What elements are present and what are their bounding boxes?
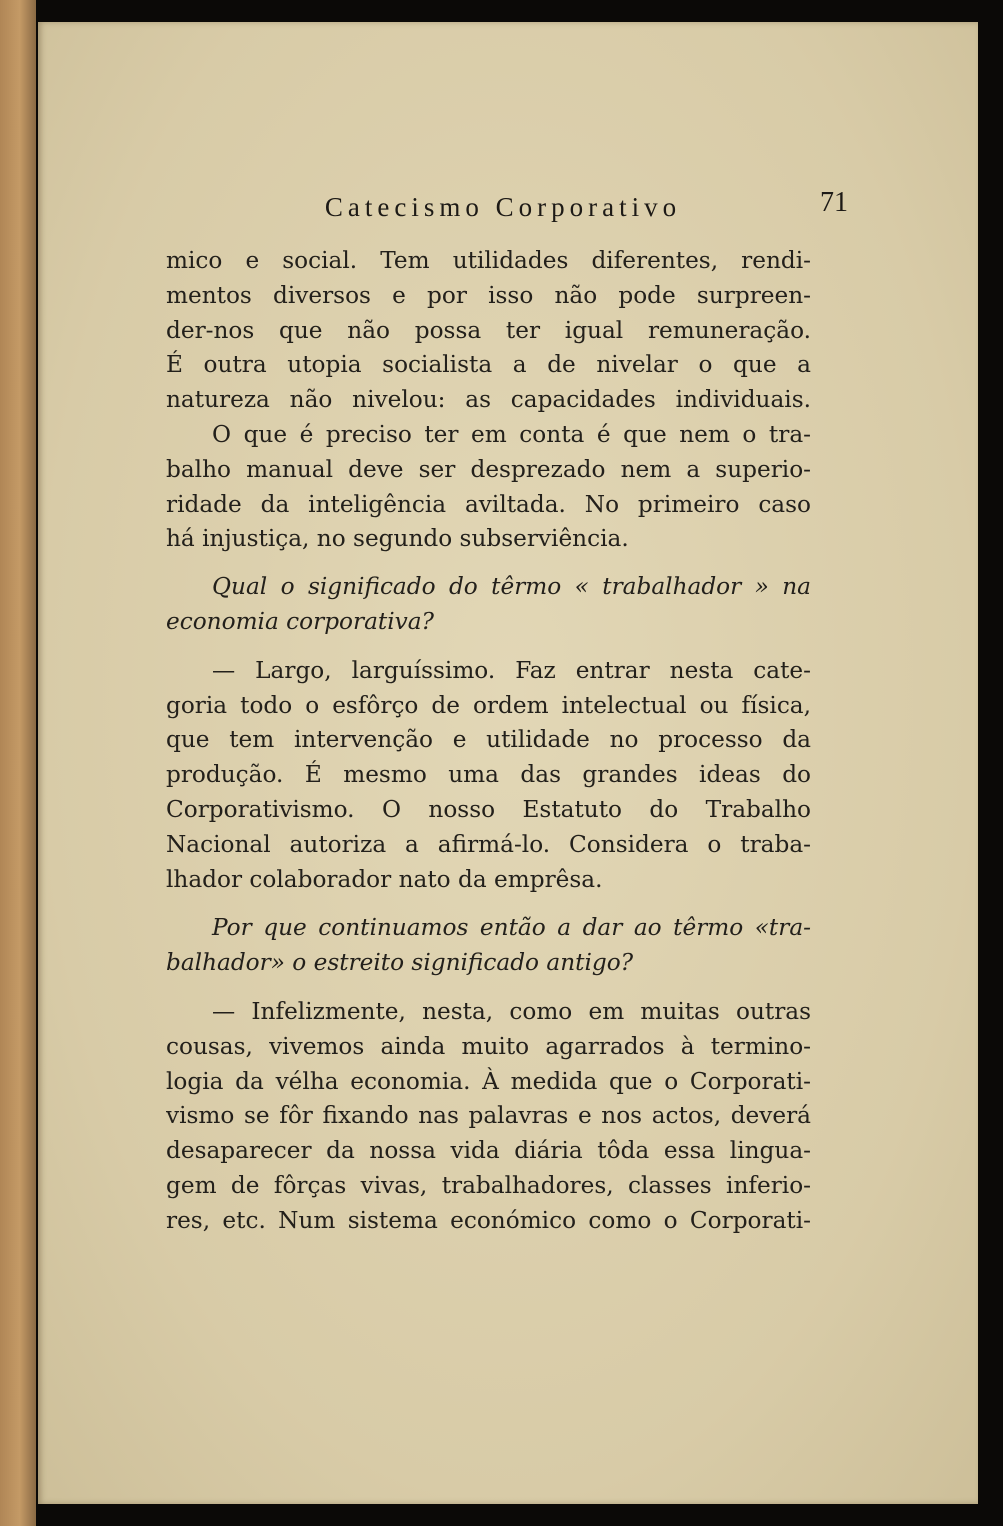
text-line: economia corporativa? <box>166 607 434 635</box>
paragraph-1 <box>166 244 811 418</box>
text-line: cousas, vivemos ainda muito agarrados à termino- <box>166 1032 811 1060</box>
book-left-edge <box>0 0 36 1526</box>
text-line: produção. É mesmo uma das grandes ideas do <box>166 761 811 789</box>
text-line: der-nos que não possa ter igual remuneração. <box>166 316 811 344</box>
text-line: É outra utopia socialista a de nivelar o que a <box>166 351 811 379</box>
text-line: ridade da inteligência aviltada. No primeiro caso <box>166 490 811 518</box>
paragraph-gap <box>166 640 811 654</box>
running-head: Catecismo Corporativo <box>324 192 682 222</box>
text-line: lhador colaborador nato da emprêsa. <box>166 865 603 893</box>
text-line: res, etc. Num sistema económico como o Corporati- <box>166 1206 811 1234</box>
text-line: Qual o significado do têrmo « trabalhador » na <box>212 573 811 601</box>
text-line: Nacional autoriza a afirmá-lo. Considera o traba- <box>166 830 811 858</box>
page-bottom-edge <box>38 1504 978 1526</box>
text-line: — Largo, larguíssimo. Faz entrar nesta cate- <box>212 656 811 684</box>
page-number: 71 <box>820 187 848 218</box>
text-line: balhador» o estreito significado antigo? <box>166 949 634 977</box>
text-line: que tem intervenção e utilidade no processo da <box>166 726 811 754</box>
text-line: goria todo o esfôrço de ordem intelectual ou física, <box>166 691 811 719</box>
answer-1 <box>166 654 811 898</box>
text-line: natureza não nivelou: as capacidades individuais. <box>166 386 811 414</box>
paragraph-2 <box>166 418 811 557</box>
paragraph-gap <box>166 897 811 911</box>
text-line: balho manual deve ser desprezado nem a superio- <box>166 455 811 483</box>
text-line: mentos diversos e por isso não pode surpreen- <box>166 281 811 309</box>
answer-2 <box>166 995 811 1239</box>
question-1 <box>166 570 811 640</box>
text-line: gem de fôrças vivas, trabalhadores, classes inferio- <box>166 1171 811 1199</box>
text-line: mico e social. Tem utilidades diferentes, rendi- <box>166 247 811 274</box>
text-line: Por que continuamos então a dar ao têrmo «tra- <box>212 914 811 942</box>
paragraph-gap <box>166 981 811 995</box>
paragraph-gap <box>166 557 811 570</box>
question-2 <box>166 911 811 981</box>
text-line: logia da vélha economia. À medida que o Corporati- <box>166 1067 811 1095</box>
text-line: Corporativismo. O nosso Estatuto do Trabalho <box>166 795 811 823</box>
body-text <box>166 244 811 1239</box>
text-line: O que é preciso ter em conta é que nem o tra- <box>212 420 811 448</box>
text-line: há injustiça, no segundo subserviência. <box>166 525 629 553</box>
text-line: — Infelizmente, nesta, como em muitas outras <box>212 997 811 1025</box>
text-line: vismo se fôr fixando nas palavras e nos actos, deverá <box>166 1102 811 1130</box>
text-line: desaparecer da nossa vida diária tôda essa lingua- <box>166 1137 811 1165</box>
